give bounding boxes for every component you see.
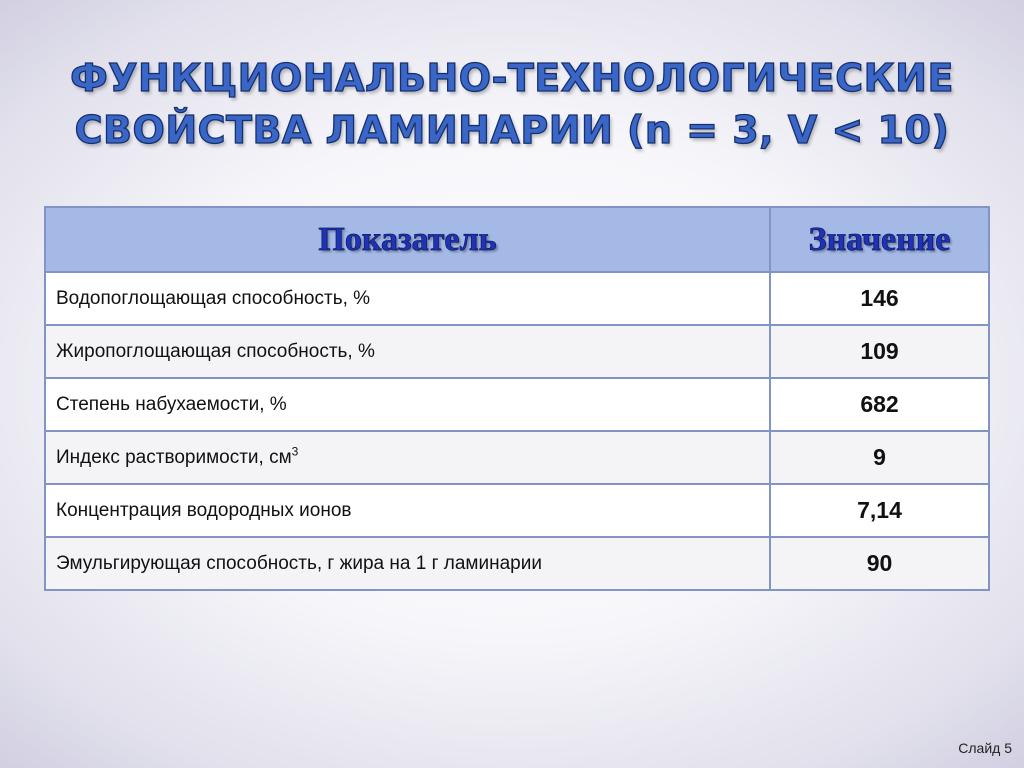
- slide-number: Слайд 5: [958, 740, 1012, 756]
- row-value-cell: 90: [770, 537, 989, 590]
- row-name-cell: Степень набухаемости, %: [45, 378, 770, 431]
- table-row: [45, 431, 989, 484]
- properties-table: [44, 206, 990, 591]
- row-name-text: Индекс растворимости, см: [56, 446, 292, 468]
- table-header-row: [45, 207, 989, 272]
- row-name-cell: Жиропоглощающая способность, %: [45, 325, 770, 378]
- row-name-cell: Эмульгирующая способность, г жира на 1 г ламинарии: [45, 537, 770, 590]
- table-row: [45, 378, 989, 431]
- row-value-cell: 146: [770, 272, 989, 325]
- unit-superscript: 3: [291, 444, 299, 459]
- row-value-cell: 109: [770, 325, 989, 378]
- column-header-value: Значение: [770, 207, 989, 272]
- slide-title-line-2: СВОЙСТВА ЛАМИНАРИИ (n = 3, V < 10): [74, 108, 950, 152]
- table-row: [45, 272, 989, 325]
- row-name-cell: Водопоглощающая способность, %: [45, 272, 770, 325]
- row-value-cell: 9: [770, 431, 989, 484]
- row-value-cell: 682: [770, 378, 989, 431]
- row-name-cell: [45, 431, 770, 484]
- slide-title: [0, 52, 1024, 156]
- row-name-cell: Концентрация водородных ионов: [45, 484, 770, 537]
- row-value-cell: 7,14: [770, 484, 989, 537]
- slide-title-line-1: ФУНКЦИОНАЛЬНО-ТЕХНОЛОГИЧЕСКИЕ: [70, 56, 954, 100]
- column-header-indicator: Показатель: [45, 207, 770, 272]
- table-row: [45, 537, 989, 590]
- table-row: [45, 484, 989, 537]
- table-row: [45, 325, 989, 378]
